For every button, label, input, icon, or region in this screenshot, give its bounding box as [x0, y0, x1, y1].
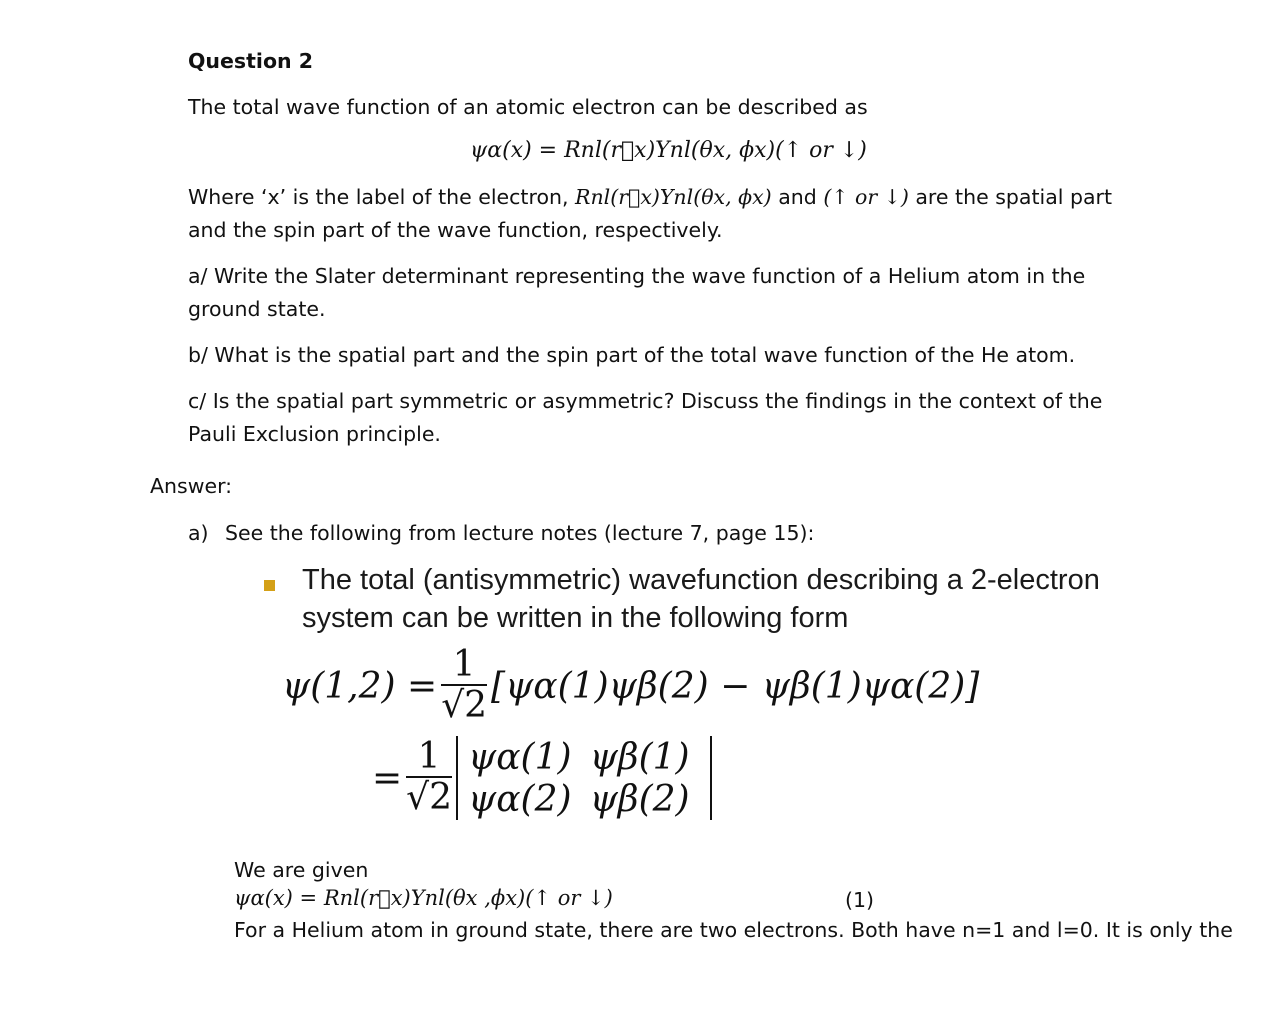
slide-bullet-line-2: system can be written in the following form [302, 602, 849, 634]
det-cell-22: ψβ(2) [589, 778, 690, 820]
answer-a-marker: a) [188, 521, 209, 545]
where-text-b: and [778, 185, 817, 209]
wavefunction-equation: ψα(x) = Rnl(r⃗x)Ynl(θx, ϕx)(↑ or ↓) [470, 138, 867, 163]
question-intro: The total wave function of an atomic electron can be described as [188, 95, 868, 119]
where-text-a: Where ‘x’ is the label of the electron, [188, 185, 569, 209]
det-cell-12: ψβ(1) [589, 736, 690, 778]
spatial-part-math: Rnl(r⃗x)Ynl(θx, ϕx) [575, 185, 772, 209]
eq2-frac-num: 1 [406, 738, 452, 778]
part-c-line-2: Pauli Exclusion principle. [188, 422, 441, 446]
part-c-line-1: c/ Is the spatial part symmetric or asymmetric? Discuss the findings in the context of the [188, 389, 1103, 413]
eq1-fraction [441, 646, 487, 726]
eq2-fraction [406, 738, 452, 818]
slide-bullet-icon [264, 580, 275, 591]
eq1-lhs: ψ(1,2) = [282, 665, 438, 707]
question-heading: Question 2 [188, 49, 314, 73]
eq1-frac-num: 1 [441, 646, 487, 686]
answer-label: Answer: [150, 474, 233, 498]
where-text-c: are the spatial part [915, 185, 1113, 209]
eq1-rhs: [ψα(1)ψβ(2) − ψβ(1)ψα(2)] [491, 665, 980, 707]
helium-line: For a Helium atom in ground state, there are two electrons. Both have n=1 and l=0. It is only the [234, 918, 1233, 942]
det-cell-21: ψα(2) [468, 778, 572, 820]
where-line-2: and the spin part of the wave function, respectively. [188, 218, 723, 242]
given-equation: ψα(x) = Rnl(r⃗x)Ynl(θx ,ϕx)(↑ or ↓) [234, 886, 613, 910]
part-a-line-2: ground state. [188, 297, 326, 321]
eq2-equals: = [372, 757, 403, 799]
part-b: b/ What is the spatial part and the spin part of the total wave function of the He atom. [188, 343, 1076, 367]
eq2-frac-den: √2 [406, 777, 453, 818]
given-label: We are given [234, 858, 369, 882]
slide-equation-2 [372, 736, 712, 820]
slater-determinant [456, 736, 712, 820]
det-cell-11: ψα(1) [468, 736, 572, 778]
part-a-line-1: a/ Write the Slater determinant representing the wave function of a Helium atom in the [188, 264, 1086, 288]
eq1-frac-den: √2 [441, 685, 488, 726]
where-line-1 [188, 181, 1112, 214]
answer-a-text: See the following from lecture notes (lecture 7, page 15): [225, 521, 815, 545]
slide-equation-1 [282, 646, 979, 726]
spin-part-math: (↑ or ↓) [823, 185, 909, 209]
given-equation-number: (1) [845, 888, 875, 912]
slide-bullet-line-1: The total (antisymmetric) wavefunction describing a 2-electron [302, 564, 1100, 596]
